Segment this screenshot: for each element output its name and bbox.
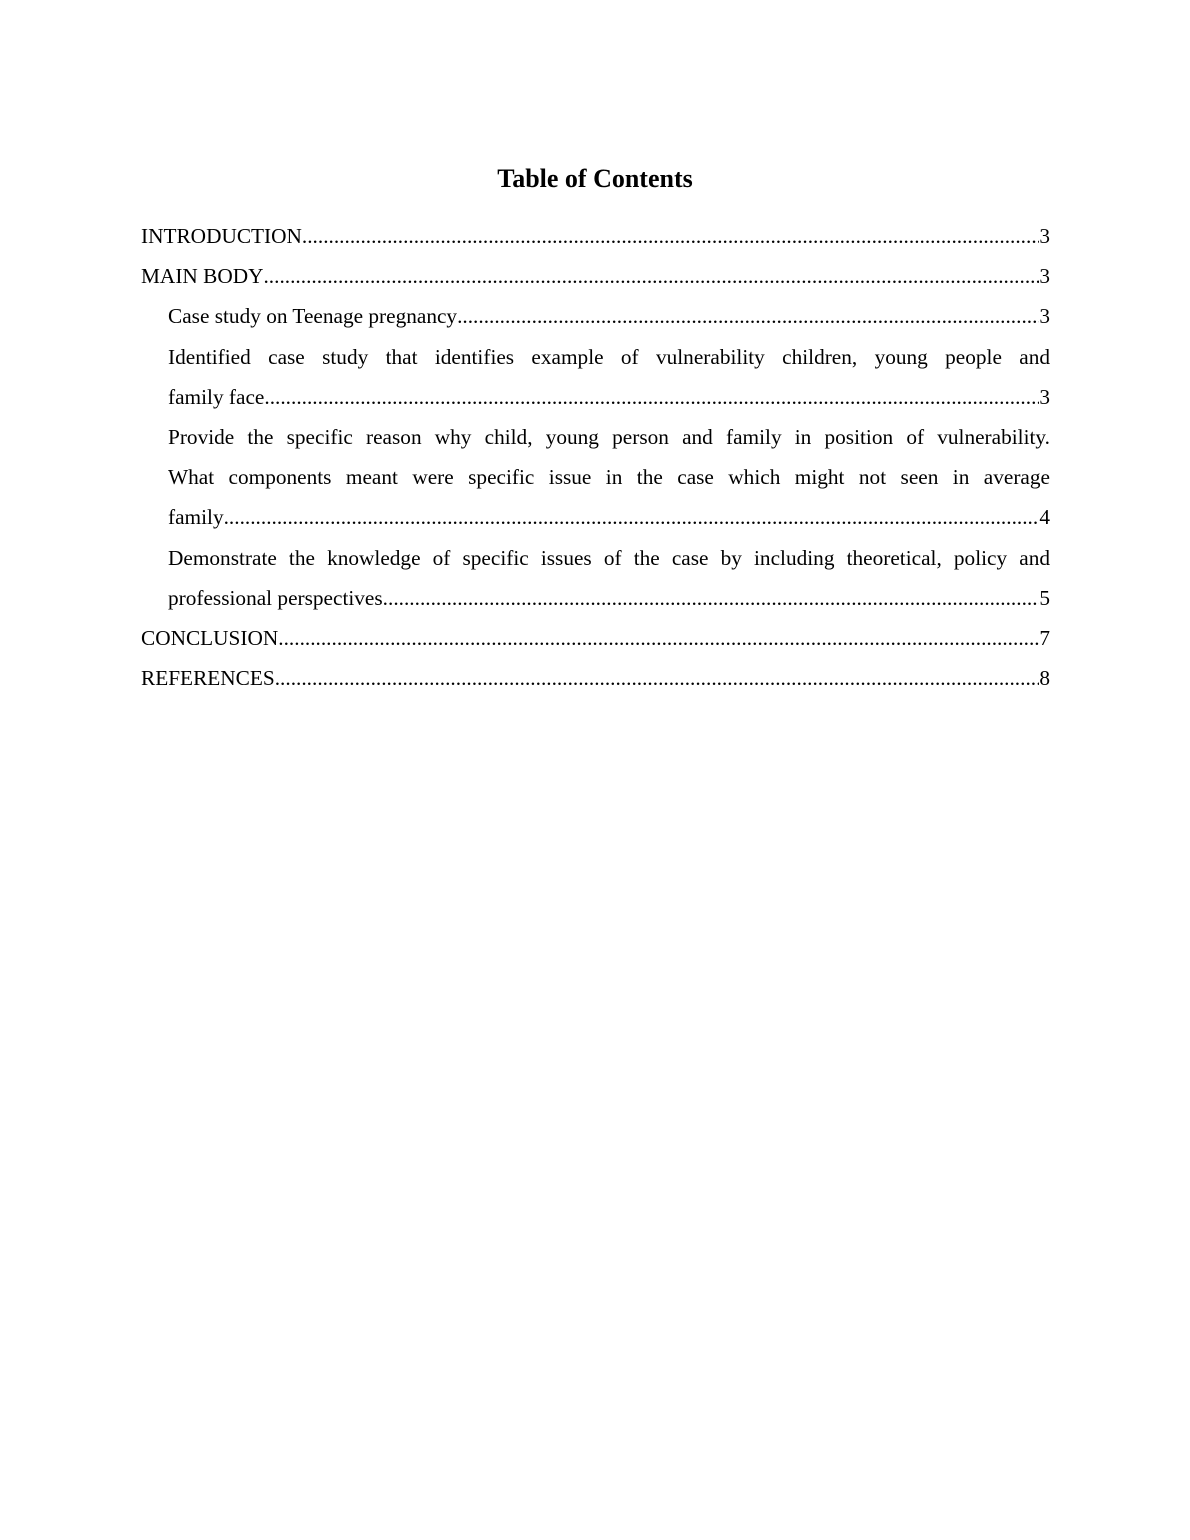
toc-entry-last-line [141,658,1050,698]
toc-dot-leader [275,658,1040,698]
toc-entry-lines [141,618,1050,658]
toc-entry[interactable] [141,256,1050,296]
toc-dot-leader [457,296,1039,336]
toc-entry-lines [141,658,1050,698]
toc-entry-lines [141,256,1050,296]
toc-entry-label: REFERENCES [141,666,275,691]
toc-entry[interactable] [141,417,1050,538]
toc-dot-leader [302,216,1039,256]
toc-entry-lines [168,417,1050,538]
toc-entry[interactable] [141,337,1050,417]
toc-entry-lines [168,337,1050,417]
toc-page-number: 3 [1039,224,1050,248]
toc-entry-text-line: Provide the specific reason why child, young person and family in position of vulnerability. [168,425,1050,450]
toc-list [141,216,1050,698]
toc-page-number: 3 [1039,264,1050,289]
toc-entry-label: INTRODUCTION [141,224,302,248]
toc-dot-leader [278,618,1039,658]
toc-page-number: 3 [1039,304,1050,329]
toc-entry-label: professional perspectives. [168,585,388,610]
toc-entry[interactable] [141,618,1050,658]
toc-entry-text-line: Identified case study that identifies example of vulnerability children, young people and [168,344,1050,369]
toc-entry[interactable] [141,296,1050,336]
toc-entry[interactable] [141,216,1050,256]
toc-entry-last-line [168,296,1050,336]
toc-entry-label: Case study on Teenage pregnancy [168,304,458,329]
toc-entry-label: family [168,505,224,530]
toc-dot-leader [224,497,1040,537]
toc-entry[interactable] [141,538,1050,618]
toc-page-number: 4 [1039,505,1050,530]
toc-entry-last-line [141,216,1050,256]
toc-entry-label: MAIN BODY [141,264,264,289]
toc-entry-label: CONCLUSION [141,626,279,651]
toc-page-number: 3 [1039,384,1050,409]
toc-dot-leader [263,256,1039,296]
toc-entry[interactable] [141,658,1050,698]
toc-entry-lines [141,216,1050,256]
toc-entry-last-line [168,497,1050,537]
toc-page-number: 7 [1039,626,1050,651]
toc-dot-leader [388,578,1039,618]
toc-entry-last-line [168,578,1050,618]
toc-entry-last-line [168,377,1050,417]
toc-entry-text-line: Demonstrate the knowledge of specific issues of the case by including theoretical, policy and [168,545,1050,570]
toc-page-number: 8 [1039,666,1050,691]
toc-entry-last-line [141,618,1050,658]
toc-entry-label: family face. [168,384,270,409]
toc-entry-lines [168,296,1050,336]
toc-dot-leader [270,377,1040,417]
toc-entry-last-line [141,256,1050,296]
toc-entry-text-line: What components meant were specific issue in the case which might not seen in average [168,465,1050,490]
toc-title: Table of Contents [497,164,693,193]
toc-entry-lines [168,538,1050,618]
toc-page-number: 5 [1039,585,1050,610]
